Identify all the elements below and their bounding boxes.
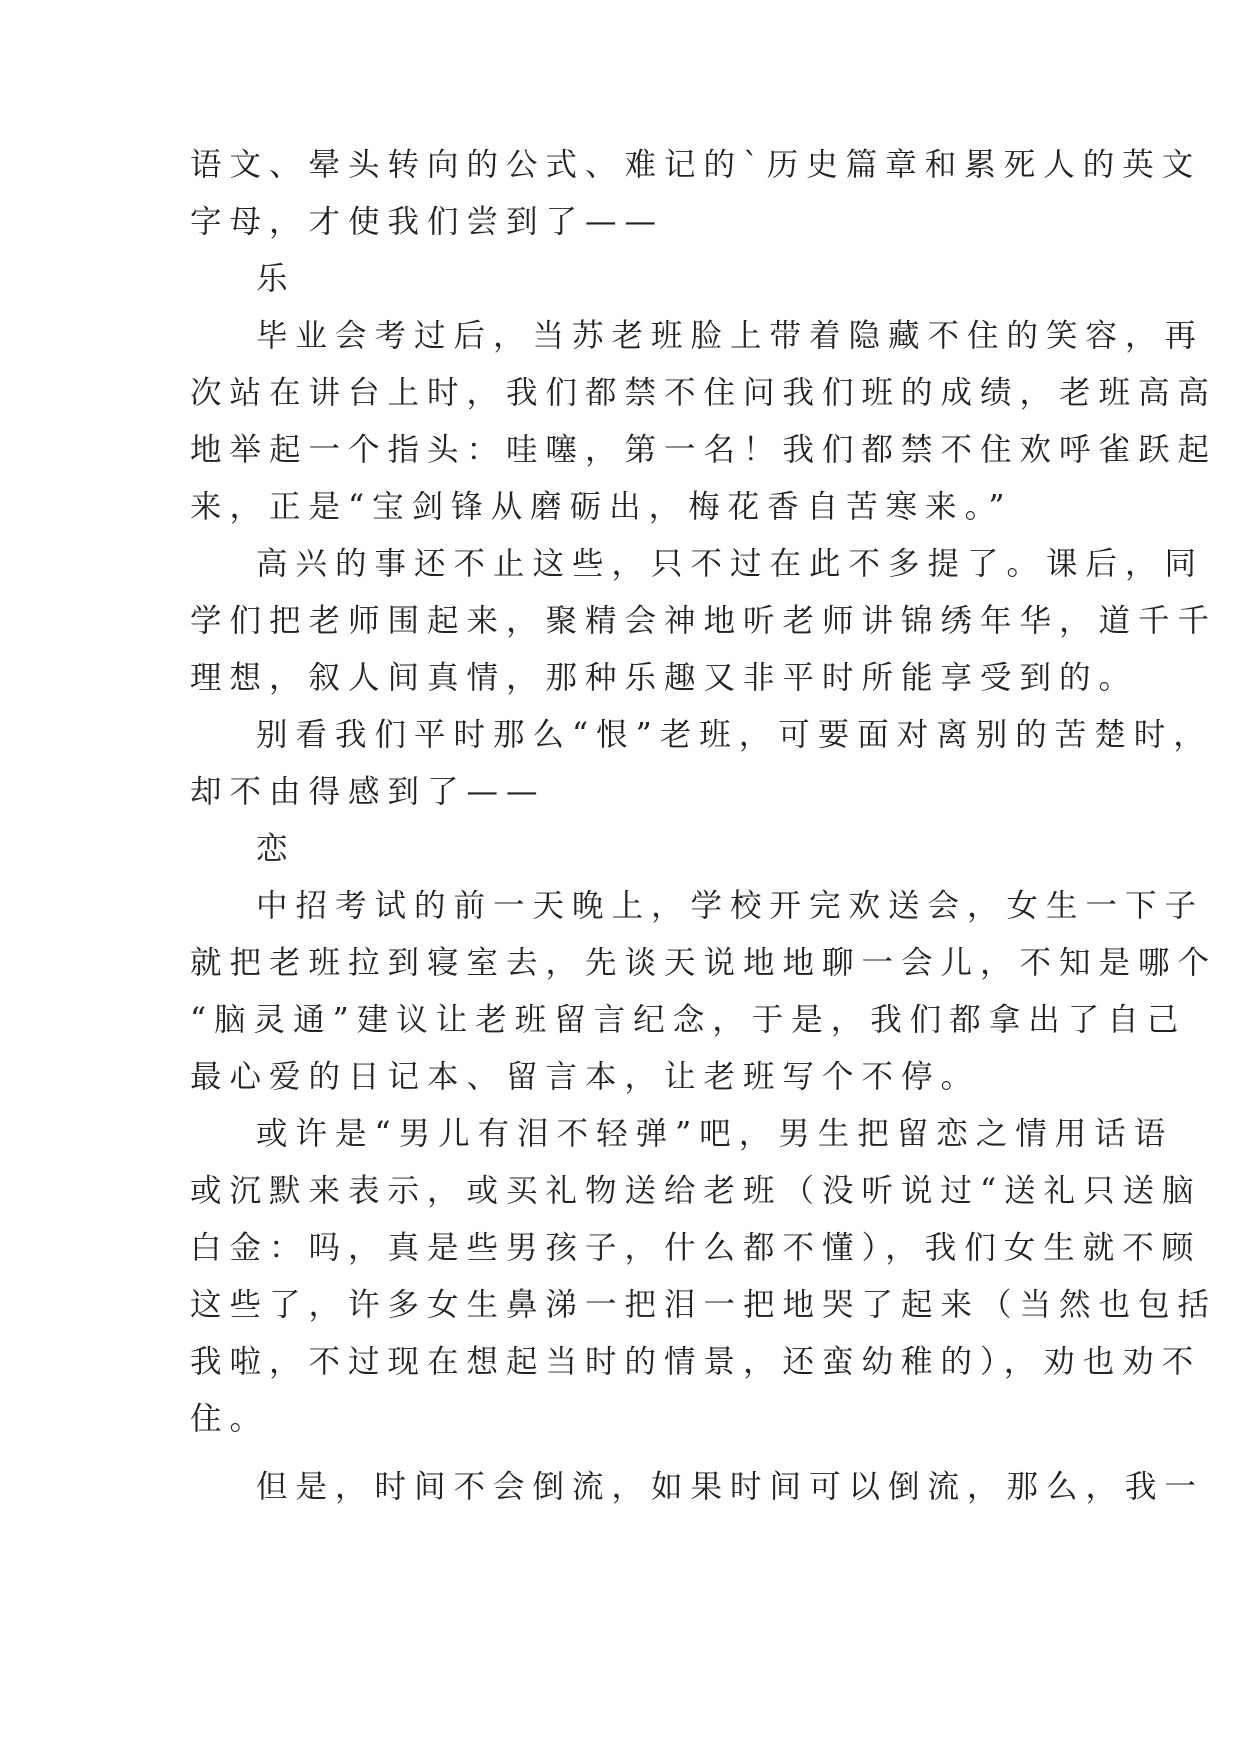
- text-line: 或沉默来表示，或买礼物送给老班（没听说过“送礼只送脑: [190, 1173, 1202, 1209]
- text-line: 我啦，不过现在想起当时的情景，还蛮幼稚的），劝也劝不: [190, 1344, 1202, 1380]
- paragraph-start: 高兴的事还不止这些，只不过在此不多提了。课后，同: [256, 546, 1205, 582]
- paragraph-start: 毕业会考过后，当苏老班脸上带着隐藏不住的笑容，再: [256, 318, 1205, 354]
- text-line: 学们把老师围起来，聚精会神地听老师讲锦绣年华，道千千: [190, 603, 1218, 639]
- text-line: “脑灵通”建议让老班留言纪念，于是，我们都拿出了自己: [190, 1002, 1187, 1038]
- text-line: 白金：吗，真是些男孩子，什么都不懂），我们女生就不顾: [190, 1230, 1202, 1266]
- paragraph-start: 中招考试的前一天晚上，学校开完欢送会，女生一下子: [256, 888, 1205, 924]
- text-line: 住。: [190, 1401, 270, 1437]
- text-line: 地举起一个指头：哇噻，第一名！我们都禁不住欢呼雀跃起: [190, 432, 1218, 468]
- paragraph-start: 但是，时间不会倒流，如果时间可以倒流，那么，我一: [256, 1469, 1205, 1505]
- text-line: 理想，叙人间真情，那种乐趣又非平时所能享受到的。: [190, 660, 1139, 696]
- text-line: 就把老班拉到寝室去，先谈天说地地聊一会儿，不知是哪个: [190, 945, 1218, 981]
- text-line: 语文、晕头转向的公式、难记的`历史篇章和累死人的英文: [190, 147, 1202, 183]
- text-line: 来，正是“宝剑锋从磨砺出，梅花香自苦寒来。”: [190, 489, 1013, 525]
- text-line: 这些了，许多女生鼻涕一把泪一把地哭了起来（当然也包括: [190, 1287, 1218, 1323]
- section-heading-le: 乐: [256, 261, 296, 297]
- text-line: 却不由得感到了——: [190, 774, 546, 810]
- text-line: 次站在讲台上时，我们都禁不住问我们班的成绩，老班高高: [190, 375, 1218, 411]
- section-heading-lian: 恋: [256, 831, 296, 867]
- paragraph-start: 别看我们平时那么“恨”老班，可要面对离别的苦楚时，: [256, 717, 1213, 753]
- paragraph-start: 或许是“男儿有泪不轻弹”吧，男生把留恋之情用话语: [256, 1116, 1174, 1152]
- text-line: 字母，才使我们尝到了——: [190, 204, 665, 240]
- text-line: 最心爱的日记本、留言本，让老班写个不停。: [190, 1059, 981, 1095]
